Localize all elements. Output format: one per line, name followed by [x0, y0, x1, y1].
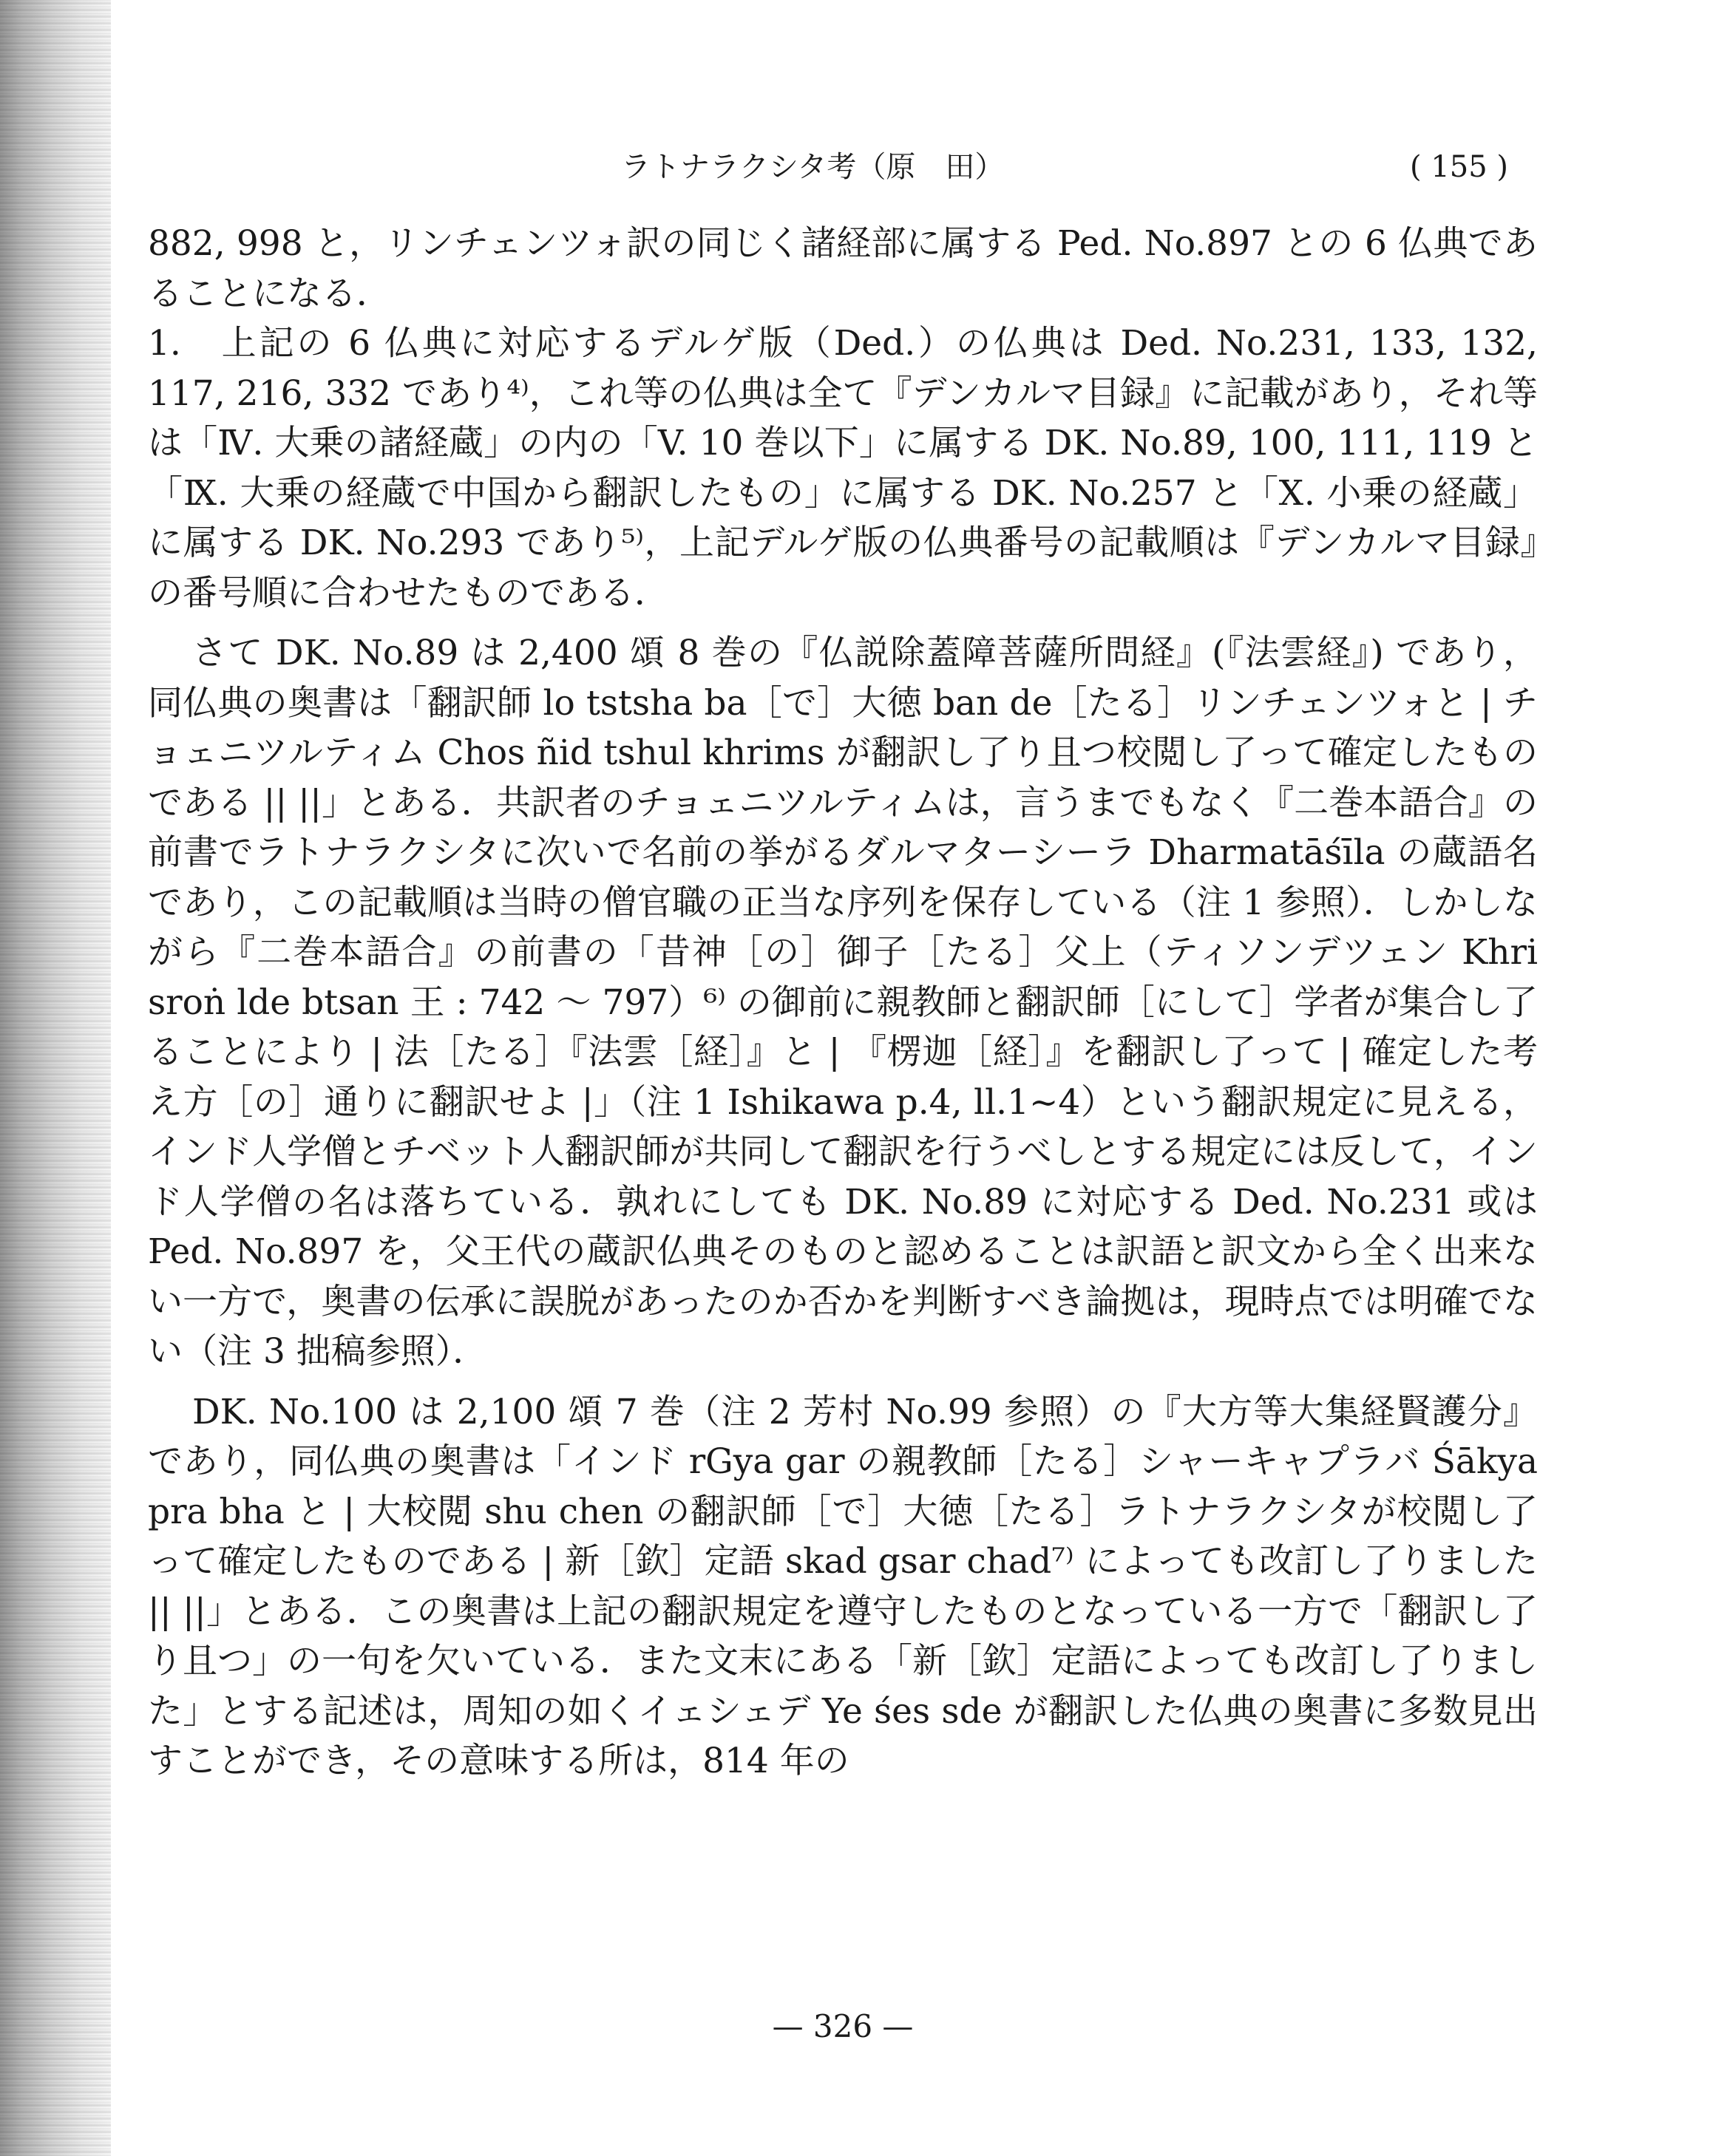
scan-edge-shadow: [0, 0, 111, 2156]
page-number: ( 155 ): [1410, 150, 1508, 184]
paragraph: 1. 上記の 6 仏典に対応するデルゲ版（Ded.）の仏典は Ded. No.231, 133, 132, 117, 216, 332 であり⁴⁾，これ等の仏典は全て『デンカルマ目録』に記載があり，それ等は「Ⅳ. 大乗の諸経蔵」の内の「V. 10 巻以下」に属する DK. No.89, 100, 111, 119 と「Ⅸ. 大乗の経蔵で中国から翻訳したもの」に属する DK. No.257 と「Ⅹ. 小乗の経蔵」に属する DK. No.293 であり⁵⁾，上記デルゲ版の仏典番号の記載順は『デンカルマ目録』の番号順に合わせたものである．: [148, 323, 1538, 613]
running-header: [148, 145, 1538, 189]
paragraph: さて DK. No.89 は 2,400 頌 8 巻の『仏説除蓋障菩薩所問経』(『法雲経』) であり，同仏典の奥書は「翻訳師 lo tstsha ba［で］大徳 ban de［たる］リンチェンツォと | チョェニツルティム Chos ñid tshul khrims が翻訳し了り且つ校閲し了って確定したものである || ||」とある．共訳者のチョェニツルティムは，言うまでもなく『二巻本語合』の前書でラトナラクシタに次いで名前の挙がるダルマターシーラ Dharmatāśīla の蔵語名であり，この記載順は当時の僧官職の正当な序列を保存している（注 1 参照）．しかしながら『二巻本語合』の前書の「昔神［の］御子［たる］父上（ティソンデツェン Khri sroṅ lde btsan 王 : 742 〜 797）⁶⁾ の御前に親教師と翻訳師［にして］学者が集合し了ることにより | 法［たる］『法雲［経］』と | 『楞迦［経］』を翻訳し了って | 確定した考え方［の］通りに翻訳せよ |」（注 1 Ishikawa p.4, ll.1~4）という翻訳規定に見える，インド人学僧とチベット人翻訳師が共同して翻訳を行うべしとする規定には反して，インド人学僧の名は落ちている．孰れにしても DK. No.89 に対応する Ded. No.231 或は Ped. No.897 を，父王代の蔵訳仏典そのものと認めることは訳語と訳文から全く出来ない一方で，奥書の伝承に誤脱があったのか否かを判断すべき論拠は，現時点では明確でない（注 3 拙稿参照）．: [148, 633, 1538, 1372]
paragraph: 882, 998 と，リンチェンツォ訳の同じく諸経部に属する Ped. No.897 との 6 仏典であることになる．: [148, 223, 1538, 314]
paragraph: DK. No.100 は 2,100 頌 7 巻（注 2 芳村 No.99 参照）の『大方等大集経賢護分』であり，同仏典の奥書は「インド rGya gar の親教師［たる］シャーキャプラバ Śākya pra bha と | 大校閲 shu chen の翻訳師［で］大徳［たる］ラトナラクシタが校閲し了って確定したものである | 新［欽］定語 skad gsar chad⁷⁾ によっても改訂し了りました || ||」とある．この奥書は上記の翻訳規定を遵守したものとなっている一方で「翻訳し了り且つ」の一句を欠いている．また文末にある「新［欽］定語によっても改訂し了りました」とする記述は，周知の如くイェシェデ Ye śes sde が翻訳した仏典の奥書に多数見出すことができ，その意味する所は，814 年の: [148, 1391, 1538, 1781]
main-text: [148, 219, 1538, 1786]
page-footer: — 326 —: [772, 2008, 914, 2044]
running-title: ラトナラクシタ考（原 田）: [621, 150, 1005, 184]
